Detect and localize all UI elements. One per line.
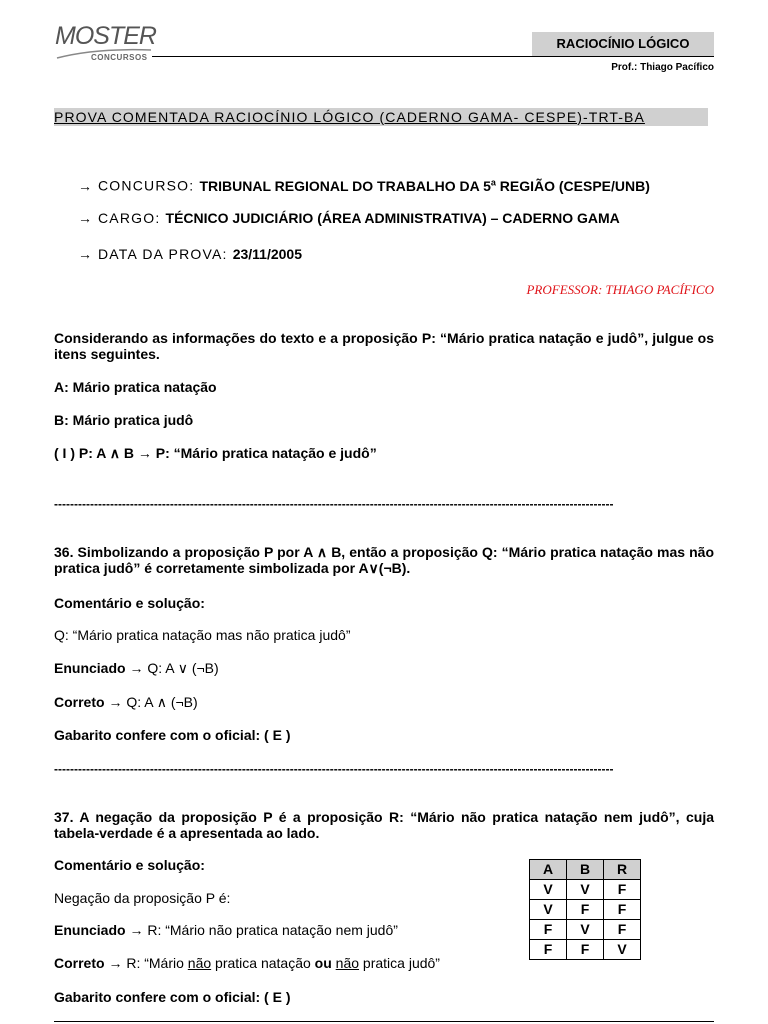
document-title: PROVA COMENTADA RACIOCÍNIO LÓGICO (CADERNO GAMA- CESPE)-TRT-BA xyxy=(54,109,645,125)
q37-negacao: Negação da proposição P é: xyxy=(54,890,231,906)
moster-logo xyxy=(55,22,155,66)
concurso-value: TRIBUNAL REGIONAL DO TRABALHO DA 5$^a$ REGIÃO (CESPE/UNB) xyxy=(199,177,650,194)
header-b: B xyxy=(567,860,604,880)
question-36: 36. Simbolizando a proposição P por A ∧ B, então a proposição Q: “Mário pratica natação mas não pratica judô” é corretamente simbolizada por A∨(¬B). xyxy=(54,544,714,576)
data-label: DATA DA PROVA: xyxy=(98,246,233,262)
table-cell: F xyxy=(530,920,567,940)
intro-paragraph: Considerando as informações do texto e a proposição P: “Mário pratica natação e judô”, julgue os itens seguintes. xyxy=(54,330,714,362)
proposition-i: ( I ) P: A ∧ B → P: “Mário pratica natação e judô” xyxy=(54,445,377,461)
header-a: A xyxy=(530,860,567,880)
table-cell: F xyxy=(567,900,604,920)
cargo-value: TÉCNICO JUDICIÁRIO (ÁREA ADMINISTRATIVA) – CADERNO GAMA xyxy=(165,210,620,226)
truth-table xyxy=(529,859,641,960)
table-cell: V xyxy=(530,900,567,920)
separator-2: -------------------------------------------------------------------------------------------------------------------------------------------- xyxy=(54,762,614,776)
table-cell: F xyxy=(604,900,641,920)
info-data xyxy=(78,245,302,263)
professor-signature: PROFESSOR: THIAGO PACÍFICO xyxy=(526,282,714,297)
table-cell: F xyxy=(604,920,641,940)
table-cell: V xyxy=(530,880,567,900)
table-cell: F xyxy=(567,940,604,960)
table-row xyxy=(530,880,641,900)
subject-label: RACIOCÍNIO LÓGICO xyxy=(532,32,714,56)
data-value: 23/11/2005 xyxy=(232,246,302,262)
proposition-b: B: Mário pratica judô xyxy=(54,412,194,428)
table-row xyxy=(530,940,641,960)
arrow-right-icon: → xyxy=(78,210,92,226)
table-cell: V xyxy=(567,880,604,900)
arrow-right-icon: → xyxy=(78,246,92,262)
question-37: 37. A negação da proposição P é a proposição R: “Mário não pratica natação nem judô”, cuja tabela-verdade é a apresentada ao lado. xyxy=(54,809,714,841)
table-cell: F xyxy=(530,940,567,960)
q36-q-line: Q: “Mário pratica natação mas não pratica judô” xyxy=(54,627,351,643)
q37-correto: Correto → R: “Mário não pratica natação ou não pratica judô” xyxy=(54,955,440,971)
header-rule xyxy=(152,56,714,57)
logo-subtext: CONCURSOS xyxy=(91,53,148,62)
concurso-label: CONCURSO: xyxy=(98,177,200,194)
q37-comment-title: Comentário e solução: xyxy=(54,857,205,873)
proposition-a: A: Mário pratica natação xyxy=(54,379,217,395)
table-cell: V xyxy=(567,920,604,940)
header-professor: Prof.: Thiago Pacífico xyxy=(611,62,714,73)
q36-correto: Correto → Q: A ∧ (¬B) xyxy=(54,694,198,710)
truth-table-header xyxy=(530,860,641,880)
footer-rule xyxy=(54,1021,714,1022)
table-row xyxy=(530,920,641,940)
table-cell: V xyxy=(604,940,641,960)
cargo-label: CARGO: xyxy=(98,210,166,226)
separator-1: -------------------------------------------------------------------------------------------------------------------------------------------- xyxy=(54,497,614,511)
q36-enunciado: Enunciado → Q: A ∨ (¬B) xyxy=(54,660,219,676)
arrow-right-icon: → xyxy=(78,177,92,194)
header-r: R xyxy=(604,860,641,880)
info-cargo xyxy=(78,209,620,227)
q37-enunciado: Enunciado → R: “Mário não pratica natação nem judô” xyxy=(54,922,398,938)
info-concurso xyxy=(78,173,650,195)
table-row xyxy=(530,900,641,920)
q36-gabarito: Gabarito confere com o oficial: ( E ) xyxy=(54,727,291,743)
q36-comment-title: Comentário e solução: xyxy=(54,595,205,611)
q37-gabarito: Gabarito confere com o oficial: ( E ) xyxy=(54,989,291,1005)
table-cell: F xyxy=(604,880,641,900)
logo-text: MOSTER xyxy=(55,22,156,50)
